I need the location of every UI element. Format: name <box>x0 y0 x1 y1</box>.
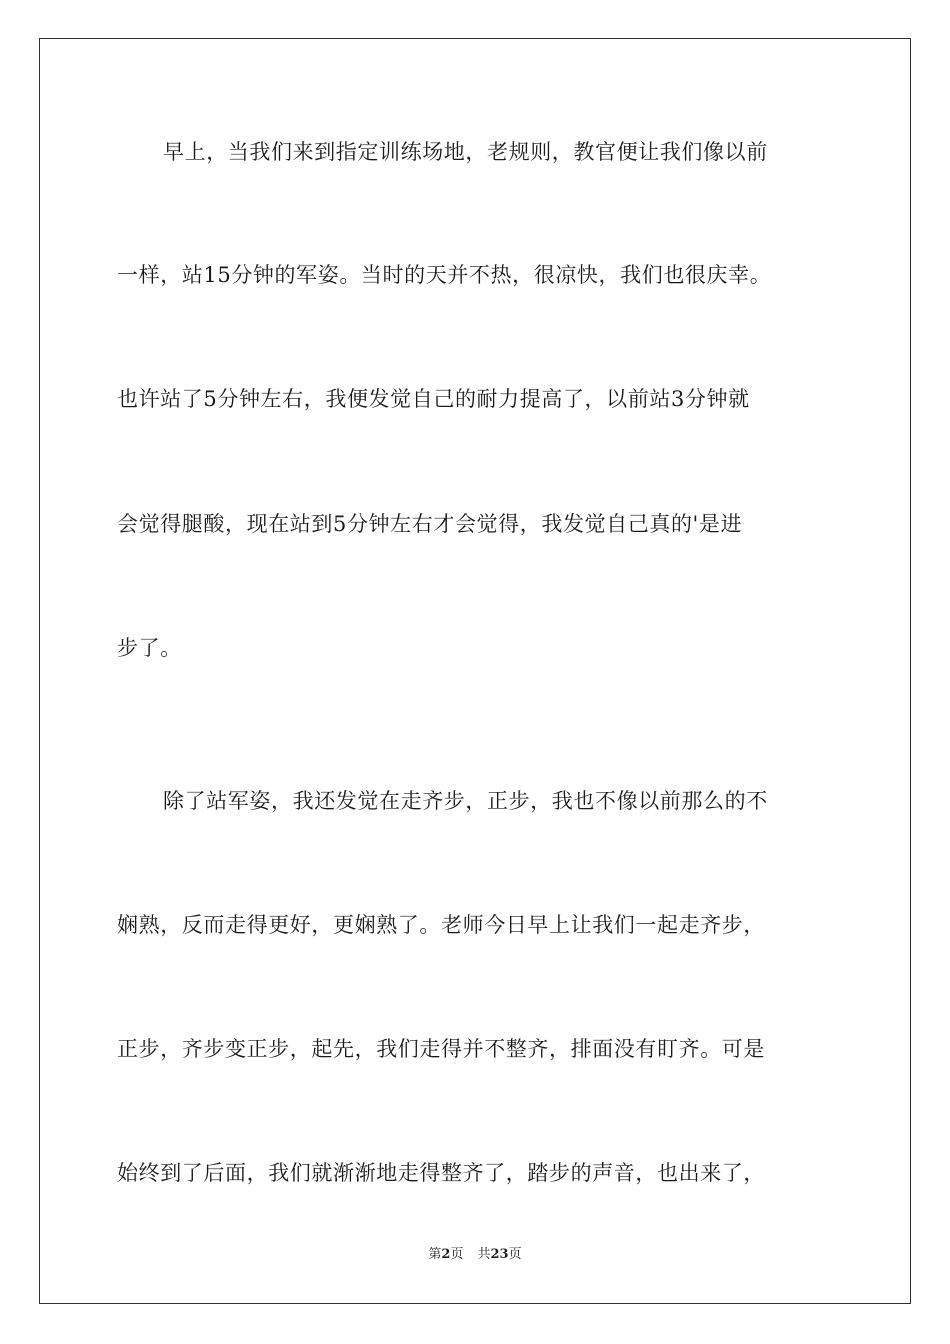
page-total: 23 <box>490 1247 509 1262</box>
page-border <box>39 38 911 1304</box>
paragraph-2-line-3: 正步，齐步变正步，起先，我们走得并不整齐，排面没有盯齐。可是 <box>117 1037 765 1061</box>
page-current: 2 <box>441 1247 451 1262</box>
page-footer <box>0 1245 950 1265</box>
paragraph-1-line-3: 也许站了5分钟左右，我便发觉自己的耐力提高了，以前站3分钟就 <box>117 387 750 411</box>
page-label-prefix: 第 <box>428 1247 442 1262</box>
page-label-suffix: 页 <box>450 1247 464 1262</box>
paragraph-1-line-2: 一样，站15分钟的军姿。当时的天并不热，很凉快，我们也很庆幸。 <box>117 263 772 287</box>
paragraph-1-line-1: 早上，当我们来到指定训练场地，老规则，教官便让我们像以前 <box>163 140 768 164</box>
total-label-prefix: 共 <box>477 1247 491 1262</box>
paragraph-2-line-2: 娴熟，反而走得更好，更娴熟了。老师今日早上让我们一起走齐步， <box>117 913 765 937</box>
paragraph-2-line-1: 除了站军姿，我还发觉在走齐步，正步，我也不像以前那么的不 <box>163 789 768 813</box>
total-label-suffix: 页 <box>508 1247 522 1262</box>
paragraph-2-line-4: 始终到了后面，我们就渐渐地走得整齐了，踏步的声音，也出来了， <box>117 1161 765 1185</box>
paragraph-1-line-5: 步了。 <box>117 636 182 660</box>
paragraph-1-line-4: 会觉得腿酸，现在站到5分钟左右才会觉得，我发觉自己真的'是进 <box>117 512 743 536</box>
